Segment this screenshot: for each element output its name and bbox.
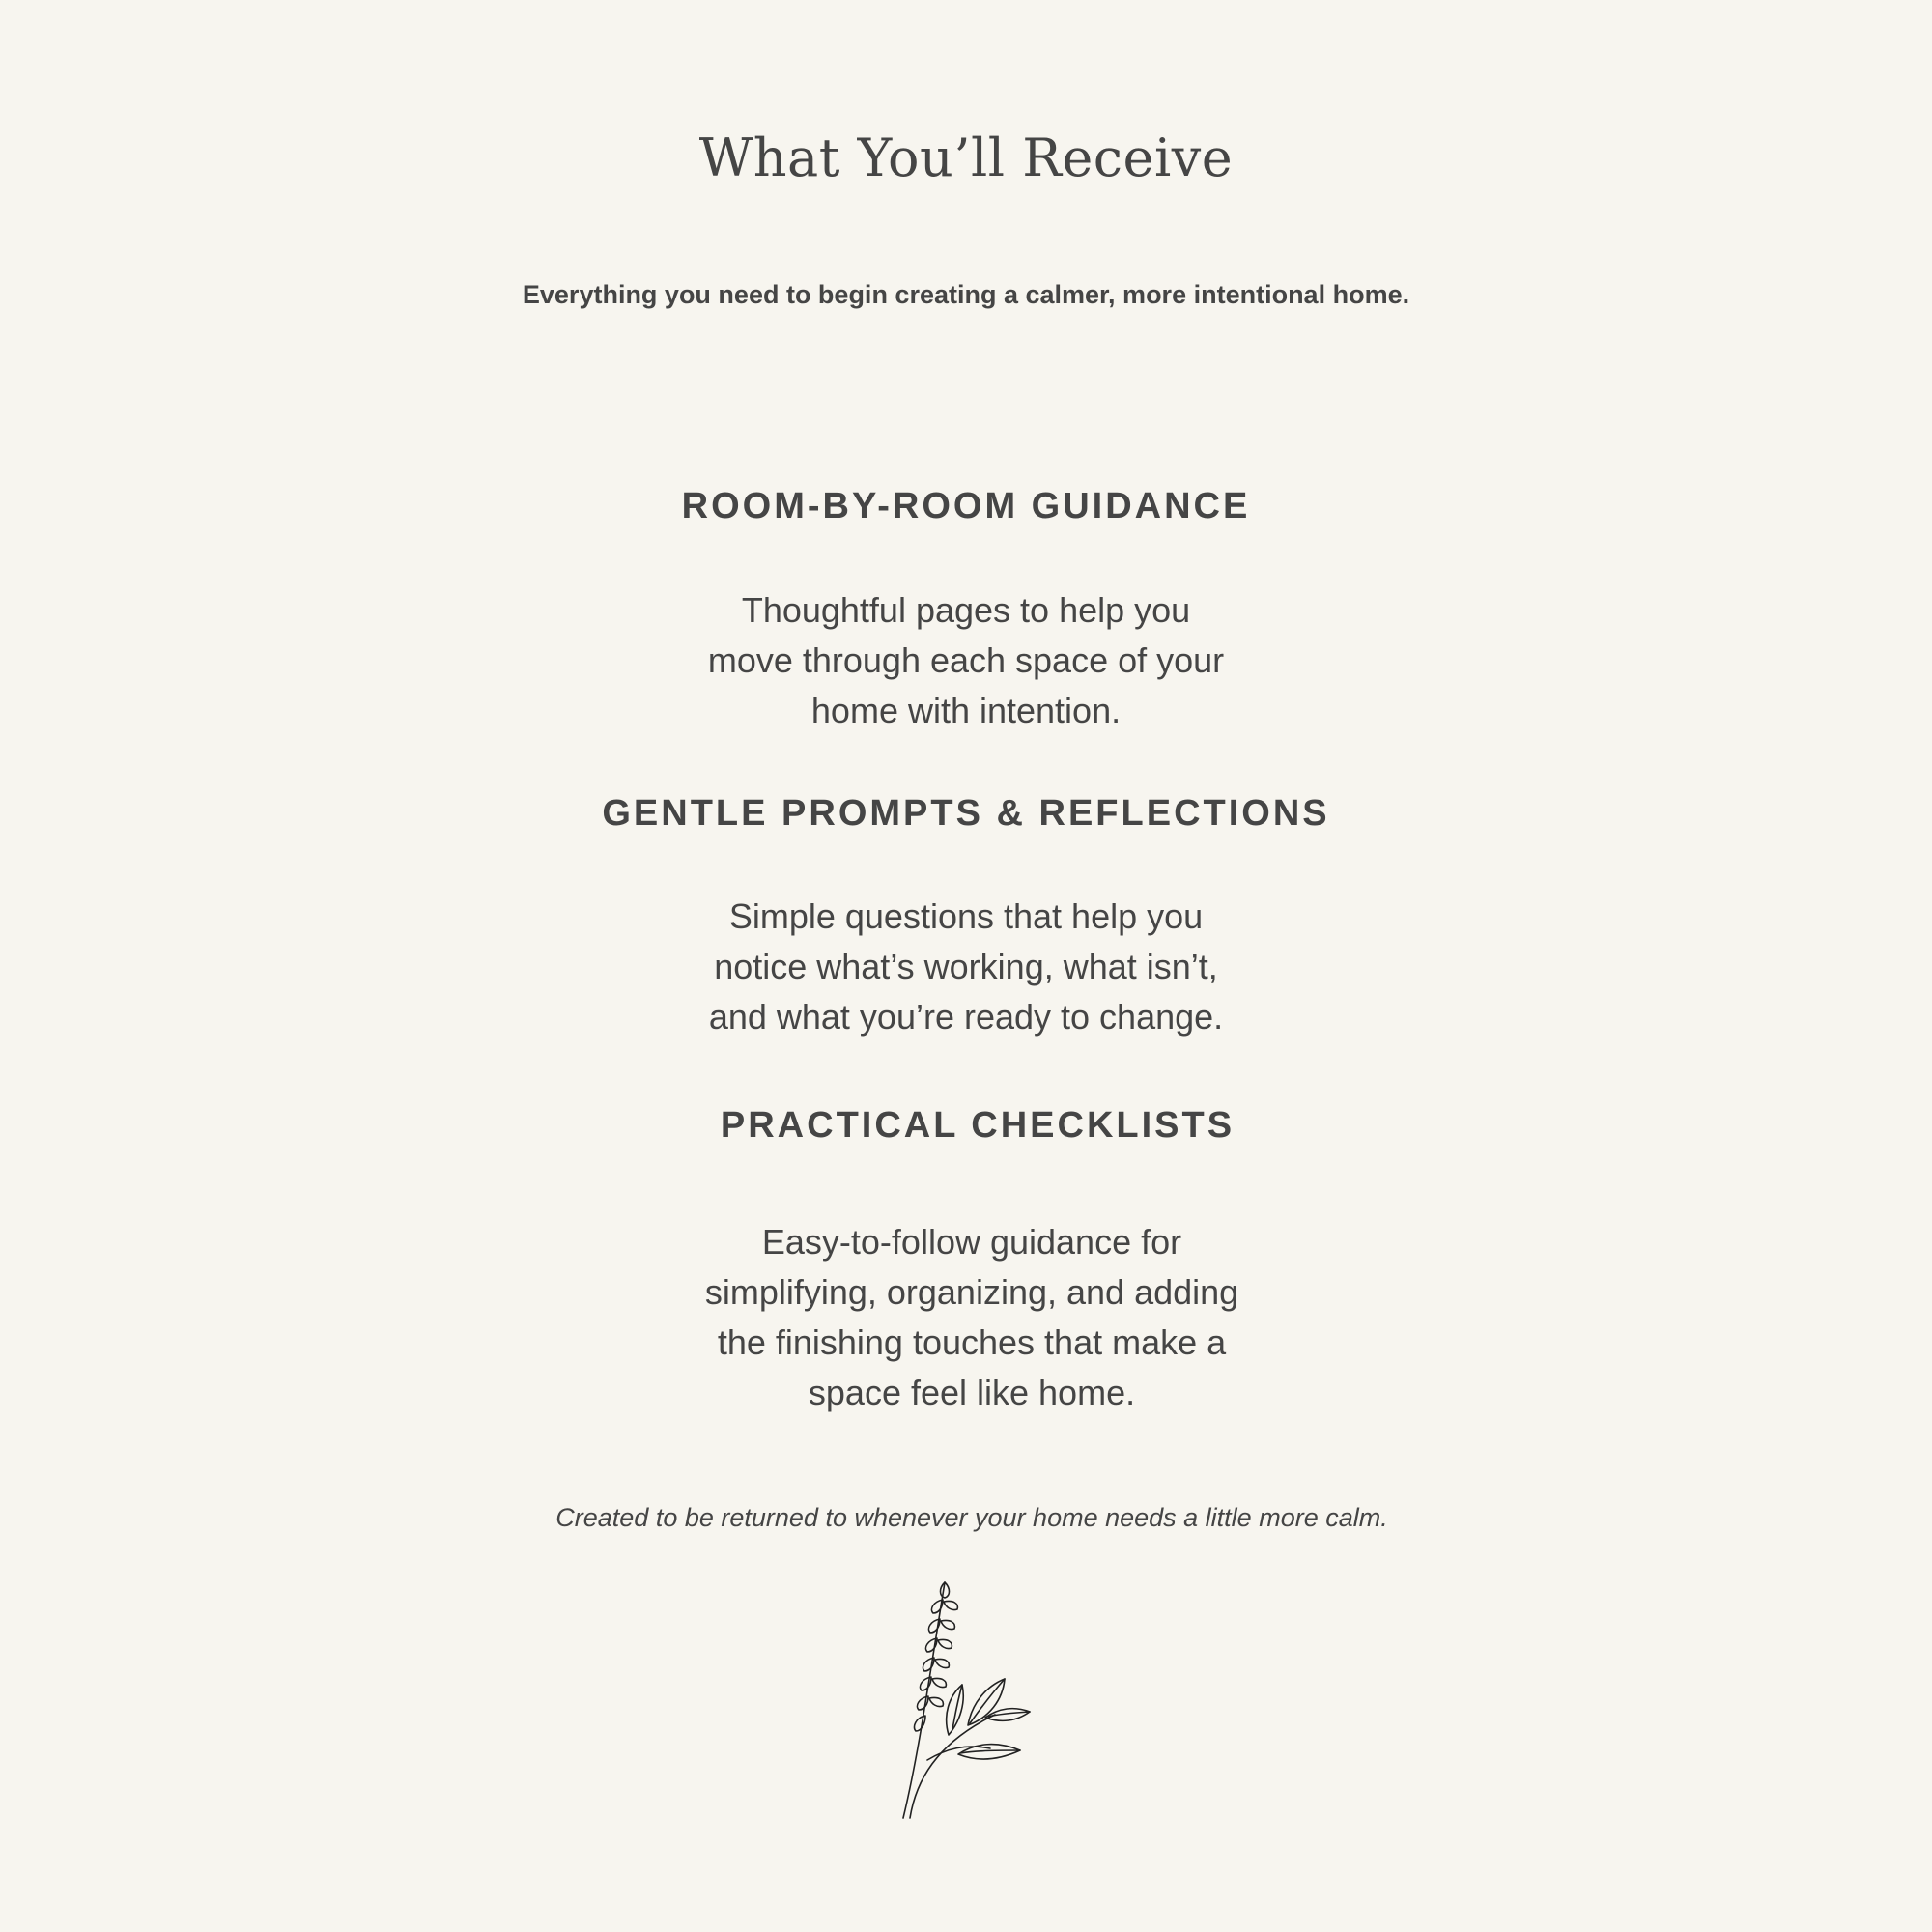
- section-body-prompts: [0, 892, 1932, 1042]
- section-heading-prompts: GENTLE PROMPTS & REFLECTIONS: [602, 793, 1330, 834]
- body-line: Easy-to-follow guidance for: [761, 1222, 1182, 1262]
- body-line: Simple questions that help you: [728, 896, 1204, 936]
- section-heading-room-guidance: ROOM-BY-ROOM GUIDANCE: [681, 486, 1251, 526]
- page-title: What You’ll Receive: [698, 128, 1234, 188]
- body-line: Thoughtful pages to help you: [741, 590, 1191, 630]
- section-heading-checklists: PRACTICAL CHECKLISTS: [720, 1105, 1236, 1146]
- body-line: simplifying, organizing, and adding: [704, 1272, 1239, 1312]
- section-body-room-guidance: [0, 585, 1932, 736]
- body-line: move through each space of your: [707, 640, 1225, 680]
- body-line: the finishing touches that make a: [717, 1322, 1227, 1362]
- body-line: home with intention.: [810, 691, 1122, 730]
- page-subtitle: Everything you need to begin creating a calmer, more intentional home.: [522, 280, 1410, 309]
- section-body-checklists: [6, 1217, 1932, 1418]
- body-line: space feel like home.: [808, 1373, 1136, 1412]
- botanical-sprig-icon: [889, 1575, 1034, 1826]
- footer-note: Created to be returned to whenever your home needs a little more calm.: [555, 1503, 1388, 1532]
- body-line: notice what’s working, what isn’t,: [714, 947, 1218, 986]
- body-line: and what you’re ready to change.: [708, 997, 1224, 1037]
